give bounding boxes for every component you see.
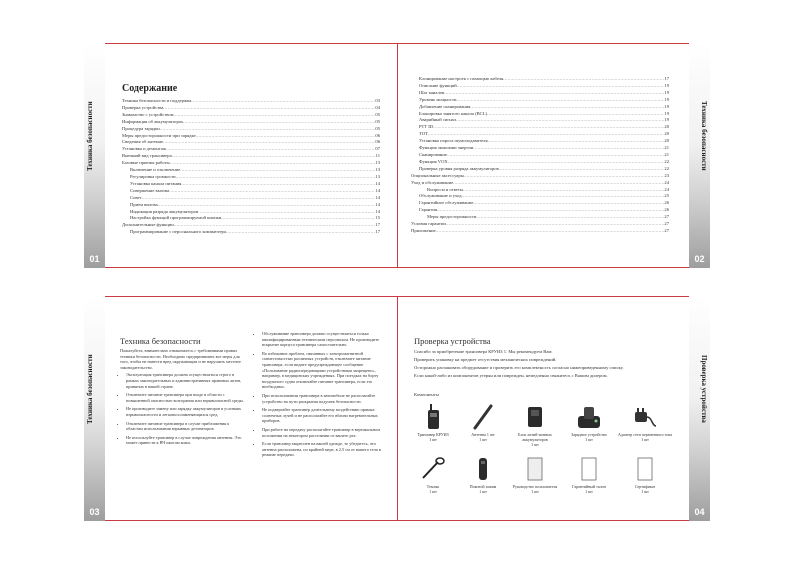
toc-leader-dots [447,152,665,159]
toc-entry-title: Установка порога шумоподавителя [419,138,488,144]
component-name: Темляк [426,484,440,489]
toc-entry-page: 06 [375,139,380,145]
toc-leader-dots [436,228,665,235]
toc-entry[interactable] [122,153,380,160]
component-qty: 1 шт [585,437,593,442]
toc-entry[interactable] [419,152,669,159]
page-1-sidebar [84,43,105,268]
toc-entry-title: Техника безопасности и поддержка [122,98,192,103]
toc-entry[interactable] [411,228,669,235]
toc-entry-page: 24 [664,179,669,185]
check-paragraph: Проверить упаковку на предмет отсутствия механических повреждений. [414,357,557,362]
toc-leader-dots [198,209,375,216]
clip-icon [470,456,496,482]
safety-bullet: • При использовании трансивера в автомобиле не располагайте устройство на пути раскрытия подушек безопасности. [262,393,384,404]
toc-entry-title: Установка и демонтаж [122,146,167,152]
toc-entry-page: 14 [375,208,380,214]
toc-entry[interactable] [122,167,380,174]
toc-entry[interactable] [419,117,669,124]
page-2-vertical-title: Техника безопасности [700,101,708,171]
toc-entry-title: Приложение [411,227,436,233]
toc-entry-title: Меры предосторожности [427,214,477,220]
components-label: Компоненты [414,392,439,397]
safety-bullet: • Отключите питание трансивера в случае приближения к областям использования взрывных детонаторов. [126,421,244,432]
component-item [455,404,511,442]
component-qty: 1 шт [531,442,539,447]
toc-entry[interactable] [122,181,380,188]
toc-leader-dots [473,200,664,207]
safety-bullet: • При работе на передачу располагайте трансивер в вертикальном положении на некотором расстоянии от вашего рта. [262,427,384,438]
toc-entry-page: 14 [375,194,380,200]
toc-entry-title: Вопросы и ответы [427,186,463,192]
toc-entry[interactable] [122,139,380,146]
component-item [507,404,563,447]
toc-entry-page: 13 [375,160,380,166]
toc-entry-title: Сведения об антенне [122,139,164,145]
toc-entry-page: 04 [375,104,380,110]
toc-entry[interactable] [419,83,669,90]
toc-entry[interactable] [419,76,669,83]
toc-entry[interactable] [122,195,380,202]
page-2-sidebar [689,43,710,268]
toc-entry-page: 22 [664,165,669,171]
toc-leader-dots [457,83,665,90]
toc-entry-page: 17 [664,76,669,81]
toc-leader-dots [163,105,375,112]
toc-entry-page: 13 [375,173,380,179]
toc-leader-dots [196,133,376,140]
toc-entry[interactable] [419,200,669,207]
toc-entry-page: 25 [664,193,669,199]
toc-right-list [411,76,669,235]
toc-entry[interactable] [122,222,380,229]
component-qty: 1 шт [531,489,539,494]
safety-bullet: • Эксплуатация трансивера должна осуществляться строго в рамках законодательных и административных правовых актов, принятых в вашей стране. [126,372,244,389]
toc-leader-dots [456,97,664,104]
component-item [507,456,563,494]
toc-leader-dots [464,173,665,180]
component-name: Поясной зажим [469,484,497,489]
component-item [561,456,617,494]
component-item [617,456,673,494]
check-paragraph: Осторожно распаковать оборудование и проверить его комплектность согласно нижеприведенному списку. [414,365,624,370]
toc-entry-page: 19 [664,96,669,102]
toc-entry[interactable] [122,146,380,153]
toc-leader-dots [142,195,376,202]
page-number-3: 03 [89,507,100,517]
toc-entry-page: 22 [664,158,669,164]
toc-leader-dots [453,180,664,187]
toc-leader-dots [176,174,376,181]
toc-entry[interactable] [419,138,669,145]
toc-entry-title: Дополнительные функции [122,222,174,228]
page-number-1: 01 [89,254,100,264]
component-name: Антенна 1 шт [471,432,495,437]
safety-intro: Пожалуйста, внимательно ознакомьтесь с требованиями правил техники безопасности. Необходимо предпринимать все меры для того, чтобы не нанести вред окружающим и не нарушить местное законодательство. [120,348,241,370]
toc-entry[interactable] [419,214,669,221]
toc-entry-title: Условия гарантии [411,221,446,227]
component-item [561,404,617,442]
toc-entry-page: 27 [664,227,669,233]
toc-entry-page: 15 [375,215,380,221]
toc-entry[interactable] [411,180,669,187]
toc-entry[interactable] [419,193,669,200]
toc-entry[interactable] [419,97,669,104]
toc-entry-page: 26 [664,207,669,213]
toc-entry-title: Совет [130,194,142,200]
check-paragraph: Спасибо за приобретение трансивера КРУИЗ 1. Мы рекомендуем Вам: [414,349,553,354]
toc-entry-title: Описание функций [419,82,457,88]
safety-bullet: • Не подвергайте трансивер длительному воздействию прямых солнечных лучей и не располагайте его вблизи нагревательных приборов. [262,407,384,424]
toc-entry-title: Опциональные аксессуары [411,172,464,178]
toc-leader-dots [160,126,376,133]
toc-entry[interactable] [419,187,669,194]
toc-entry-title: Внешний вид трансивера [122,153,172,159]
toc-left-list [122,98,380,236]
toc-entry-title: ТОТ [419,131,428,137]
strap-icon [420,456,446,482]
toc-entry-title: Гарантия [419,207,437,213]
toc-entry-page: 27 [664,214,669,220]
component-name: Адаптер сети переменного тока [618,432,672,437]
toc-entry-title: Шаг каналов [419,89,445,95]
component-name: Сертификат [634,484,656,489]
toc-entry-title: Процедура зарядки [122,125,160,131]
component-qty: 1 шт [641,489,649,494]
component-qty: 1 шт [479,489,487,494]
toc-entry-title: Включение и отключение [130,167,181,173]
toc-entry-title: Проверка устройства [122,104,164,110]
toc-entry[interactable] [122,202,380,209]
toc-leader-dots [476,214,664,221]
safety-bullet: • Отключите питание трансивера при входе в области с повышенной опасностью возгорания или взрывоопасной среды. [126,392,244,403]
toc-entry[interactable] [122,174,380,181]
radio-icon [420,404,446,430]
component-qty: 1 шт [585,489,593,494]
toc-entry-page: 21 [664,145,669,151]
charger-icon [576,404,602,430]
toc-leader-dots [473,145,664,152]
toc-entry-title: Базовые приемы работы [122,160,170,166]
toc-entry-page: 14 [375,201,380,207]
page-4-sidebar [689,296,710,521]
battery-icon [522,404,548,430]
toc-leader-dots [503,76,664,83]
toc-entry-page: 19 [664,82,669,88]
toc-entry-title: Гарантийное обслуживание [419,200,474,206]
check-intro [414,349,659,381]
toc-entry[interactable] [122,209,380,216]
toc-entry-page: 05 [375,125,380,131]
page-1-vertical-title: Техника безопасности [86,101,94,171]
toc-leader-dots [446,221,665,228]
toc-entry-page: 14 [375,187,380,193]
toc-leader-dots [163,139,375,146]
component-qty: 1 шт [429,437,437,442]
toc-entry-title: Уровень мощности [419,96,457,102]
toc-entry-title: Информация об аккумуляторах [122,118,184,124]
component-qty: 1 шт [429,489,437,494]
toc-entry-page: 23 [664,172,669,178]
toc-entry-title: Клонирование настроек с помощью кабеля [419,76,504,81]
toc-leader-dots [499,166,665,173]
toc-entry-page: 17 [375,229,380,235]
component-name: Гарантийный талон [572,484,606,489]
toc-leader-dots [463,187,664,194]
toc-leader-dots [470,104,664,111]
toc-leader-dots [462,193,665,200]
toc-entry-title: Уход и обслуживание [411,179,454,185]
toc-entry-title: Индикация разряда аккумуляторов [130,208,199,214]
page-3-sidebar [84,296,105,521]
toc-leader-dots [158,202,376,209]
toc-entry-page: 05 [375,111,380,117]
toc-leader-dots [166,146,375,153]
toc-entry[interactable] [419,111,669,118]
toc-entry-page: 17 [375,222,380,228]
toc-entry-title: PTT ID [419,124,434,130]
bottom-spread [84,296,710,521]
toc-entry[interactable] [419,90,669,97]
toc-entry-page: 19 [664,117,669,123]
safety-heading: Техника безопасности [120,336,201,346]
toc-entry[interactable] [122,112,380,119]
toc-entry[interactable] [122,105,380,112]
toc-entry-title: Регулировка громкости [130,173,176,179]
page-number-2: 02 [694,254,705,264]
toc-leader-dots [172,153,376,160]
toc-leader-dots [170,160,376,167]
toc-entry-page: 03 [375,98,380,103]
toc-entry-page: 07 [375,146,380,152]
component-item [455,456,511,494]
safety-bullet: • Не производите замену или зарядку аккумуляторов в условиях взрывоопасности и легковоспламеняющихся сред. [126,406,244,417]
page-3-vertical-title: Техника безопасности [86,354,94,424]
toc-entry[interactable] [122,215,380,222]
toc-entry-title: Прием вызова [130,201,158,207]
toc-entry-page: 19 [664,110,669,116]
toc-entry[interactable] [122,229,380,236]
check-paragraph: Если какой-либо из компонентов утерян или поврежден, немедленно свяжитесь с Вашим дилером. [414,373,608,378]
check-heading: Проверка устройства [414,336,491,346]
toc-leader-dots [226,229,376,236]
toc-entry-page: 26 [664,200,669,206]
toc-entry[interactable] [122,133,380,140]
component-name: Трансивер КРУИЗ [417,432,449,437]
safety-left-column [120,348,244,449]
toc-entry[interactable] [419,145,669,152]
toc-entry-page: 13 [375,167,380,173]
toc-leader-dots [428,131,665,138]
toc-leader-dots [183,119,375,126]
toc-entry-title: Проверка уровня разряда аккумуляторов [419,165,499,171]
toc-entry-page: 20 [664,124,669,130]
toc-entry-page: 24 [664,186,669,192]
toc-entry[interactable] [419,124,669,131]
toc-leader-dots [437,207,664,214]
toc-entry[interactable] [411,173,669,180]
antenna-icon [470,404,496,430]
toc-entry-page: 19 [664,89,669,95]
toc-entry-page: 27 [664,221,669,227]
toc-entry-page: 20 [664,138,669,144]
toc-entry[interactable] [419,207,669,214]
toc-leader-dots [488,138,665,145]
safety-bullet: • Если трансивер закреплен на вашей одежде, то убедитесь, что антенна расположена, по крайней мере, в 2,5 см от вашего тела в режиме передачи. [262,441,384,458]
component-name: Блок литий-ионных аккумуляторов [518,432,552,442]
toc-entry-page: 06 [375,132,380,138]
toc-entry-page: 14 [375,180,380,186]
component-item [405,404,461,442]
toc-leader-dots [487,111,664,118]
toc-entry-title: Знакомство с устройством [122,111,174,117]
component-qty: 1 шт [479,437,487,442]
toc-entry-page: 19 [664,103,669,109]
safety-right-column [256,331,384,461]
toc-leader-dots [433,124,664,131]
toc-leader-dots [448,159,665,166]
toc-leader-dots [191,98,375,105]
toc-entry-title: Программирование с персонального компьютера [130,229,226,235]
toc-leader-dots [180,167,375,174]
toc-entry-title: Настройка функций программируемой кнопки [130,215,222,221]
component-qty: 1 шт [641,437,649,442]
page-number-4: 04 [694,507,705,517]
manual-icon [522,456,548,482]
toc-entry[interactable] [411,221,669,228]
toc-entry-page: 20 [664,131,669,137]
component-name: Руководство пользователя [512,484,558,489]
toc-entry-page: 21 [664,151,669,157]
toc-leader-dots [181,181,375,188]
toc-entry[interactable] [122,126,380,133]
toc-entry[interactable] [419,104,669,111]
toc-leader-dots [444,90,664,97]
component-name: Зарядное устройство [571,432,607,437]
toc-entry[interactable] [419,131,669,138]
toc-entry-title: Меры предосторожности при зарядке [122,132,196,138]
toc-entry-title: Установка канала питания [130,180,182,186]
certificate-icon [632,456,658,482]
toc-leader-dots [456,117,664,124]
toc-entry-title: Аварийный сигнал [419,117,457,123]
safety-bullet: • Во избежание проблем, связанных с электромагнитной совместимостью различных устройств, отключите питание трансивера, если видите предупреждающее сообщение «Пользование радиопередающими устройствами запрещено», например, в медицинских учреждениях. При поездках на борту воздушного судна отключайте питание трансивера, если это необходимо. [262,351,384,390]
toc-entry-title: Сканирование [419,151,447,157]
safety-bullet: • Не используйте трансивер в случае повреждения антенны. Это может привести к ВЧ ожогам кожи. [126,435,244,446]
toc-entry[interactable] [122,188,380,195]
toc-entry[interactable] [122,160,380,167]
toc-entry-title: Функция экономии энергии [419,145,474,151]
safety-bullet: • Обслуживание трансивера должно осуществляться только квалифицированным техническим персоналом. Не производите вскрытие корпуса трансивера самостоятельно. [262,331,384,348]
warranty-icon [576,456,602,482]
toc-entry[interactable] [122,119,380,126]
toc-entry[interactable] [122,98,380,105]
page-4-vertical-title: Проверка устройства [700,355,708,423]
component-item [405,456,461,494]
toc-title: Содержание [122,83,178,94]
toc-leader-dots [169,188,375,195]
toc-leader-dots [173,112,375,119]
toc-leader-dots [174,222,376,229]
toc-entry-page: 11 [375,153,380,159]
toc-entry-title: Блокировка занятого канала (BCL) [419,110,488,116]
component-item [617,404,673,442]
toc-entry-title: Обслуживание и уход [419,193,462,199]
toc-entry-title: Добавление сканирования [419,103,471,109]
toc-entry-title: Совершение вызова [130,187,170,193]
toc-entry-title: Функция VOX [419,158,448,164]
toc-leader-dots [221,215,375,222]
toc-entry-page: 05 [375,118,380,124]
toc-entry[interactable] [419,166,669,173]
toc-entry[interactable] [419,159,669,166]
top-spread [84,43,710,268]
adapter-icon [632,404,658,430]
